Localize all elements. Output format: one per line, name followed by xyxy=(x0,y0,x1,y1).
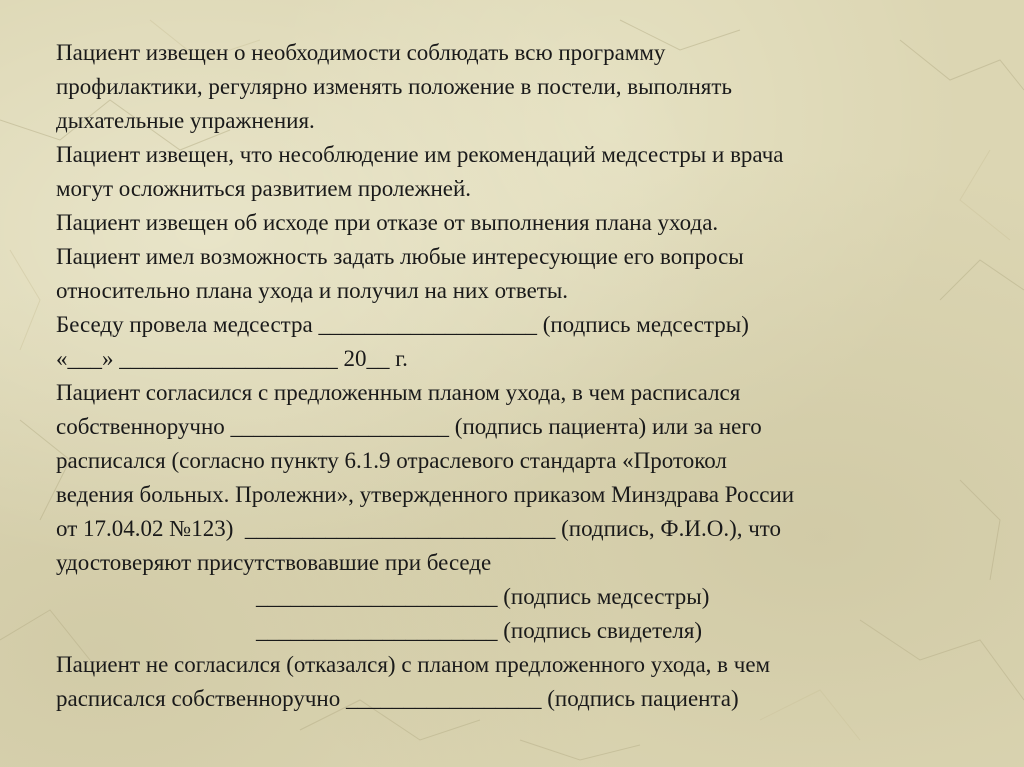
document-text xyxy=(56,36,956,716)
signature-line-witness: _____________________ (подпись свидетеля) xyxy=(256,618,703,643)
text-line: могут осложниться развитием пролежней. xyxy=(56,176,472,201)
text-line: от 17.04.02 №123) ___________________________ (подпись, Ф.И.О.), что xyxy=(56,516,782,541)
text-line: Пациент извещен об исходе при отказе от выполнения плана ухода. xyxy=(56,210,719,235)
text-line: Пациент имел возможность задать любые интересующие его вопросы xyxy=(56,244,744,269)
text-line: относительно плана ухода и получил на них ответы. xyxy=(56,278,569,303)
text-line: «___» ___________________ 20__ г. xyxy=(56,346,408,371)
text-line: собственноручно ___________________ (подпись пациента) или за него xyxy=(56,414,762,439)
text-line: расписался (согласно пункту 6.1.9 отраслевого стандарта «Протокол xyxy=(56,448,727,473)
text-line: ведения больных. Пролежни», утвержденного приказом Минздрава России xyxy=(56,482,795,507)
text-line: профилактики, регулярно изменять положение в постели, выполнять xyxy=(56,74,732,99)
signature-line-nurse: _____________________ (подпись медсестры) xyxy=(256,584,710,609)
text-line: Пациент извещен, что несоблюдение им рекомендаций медсестры и врача xyxy=(56,142,784,167)
text-line: Пациент не согласился (отказался) с планом предложенного ухода, в чем xyxy=(56,652,771,677)
text-line: расписался собственноручно _________________ (подпись пациента) xyxy=(56,686,739,711)
text-line: Пациент согласился с предложенным планом ухода, в чем расписался xyxy=(56,380,741,405)
text-line: Пациент извещен о необходимости соблюдать всю программу xyxy=(56,40,666,65)
text-line: удостоверяют присутствовавшие при беседе xyxy=(56,550,492,575)
text-line: дыхательные упражнения. xyxy=(56,108,315,133)
text-line: Беседу провела медсестра ___________________ (подпись медсестры) xyxy=(56,312,749,337)
